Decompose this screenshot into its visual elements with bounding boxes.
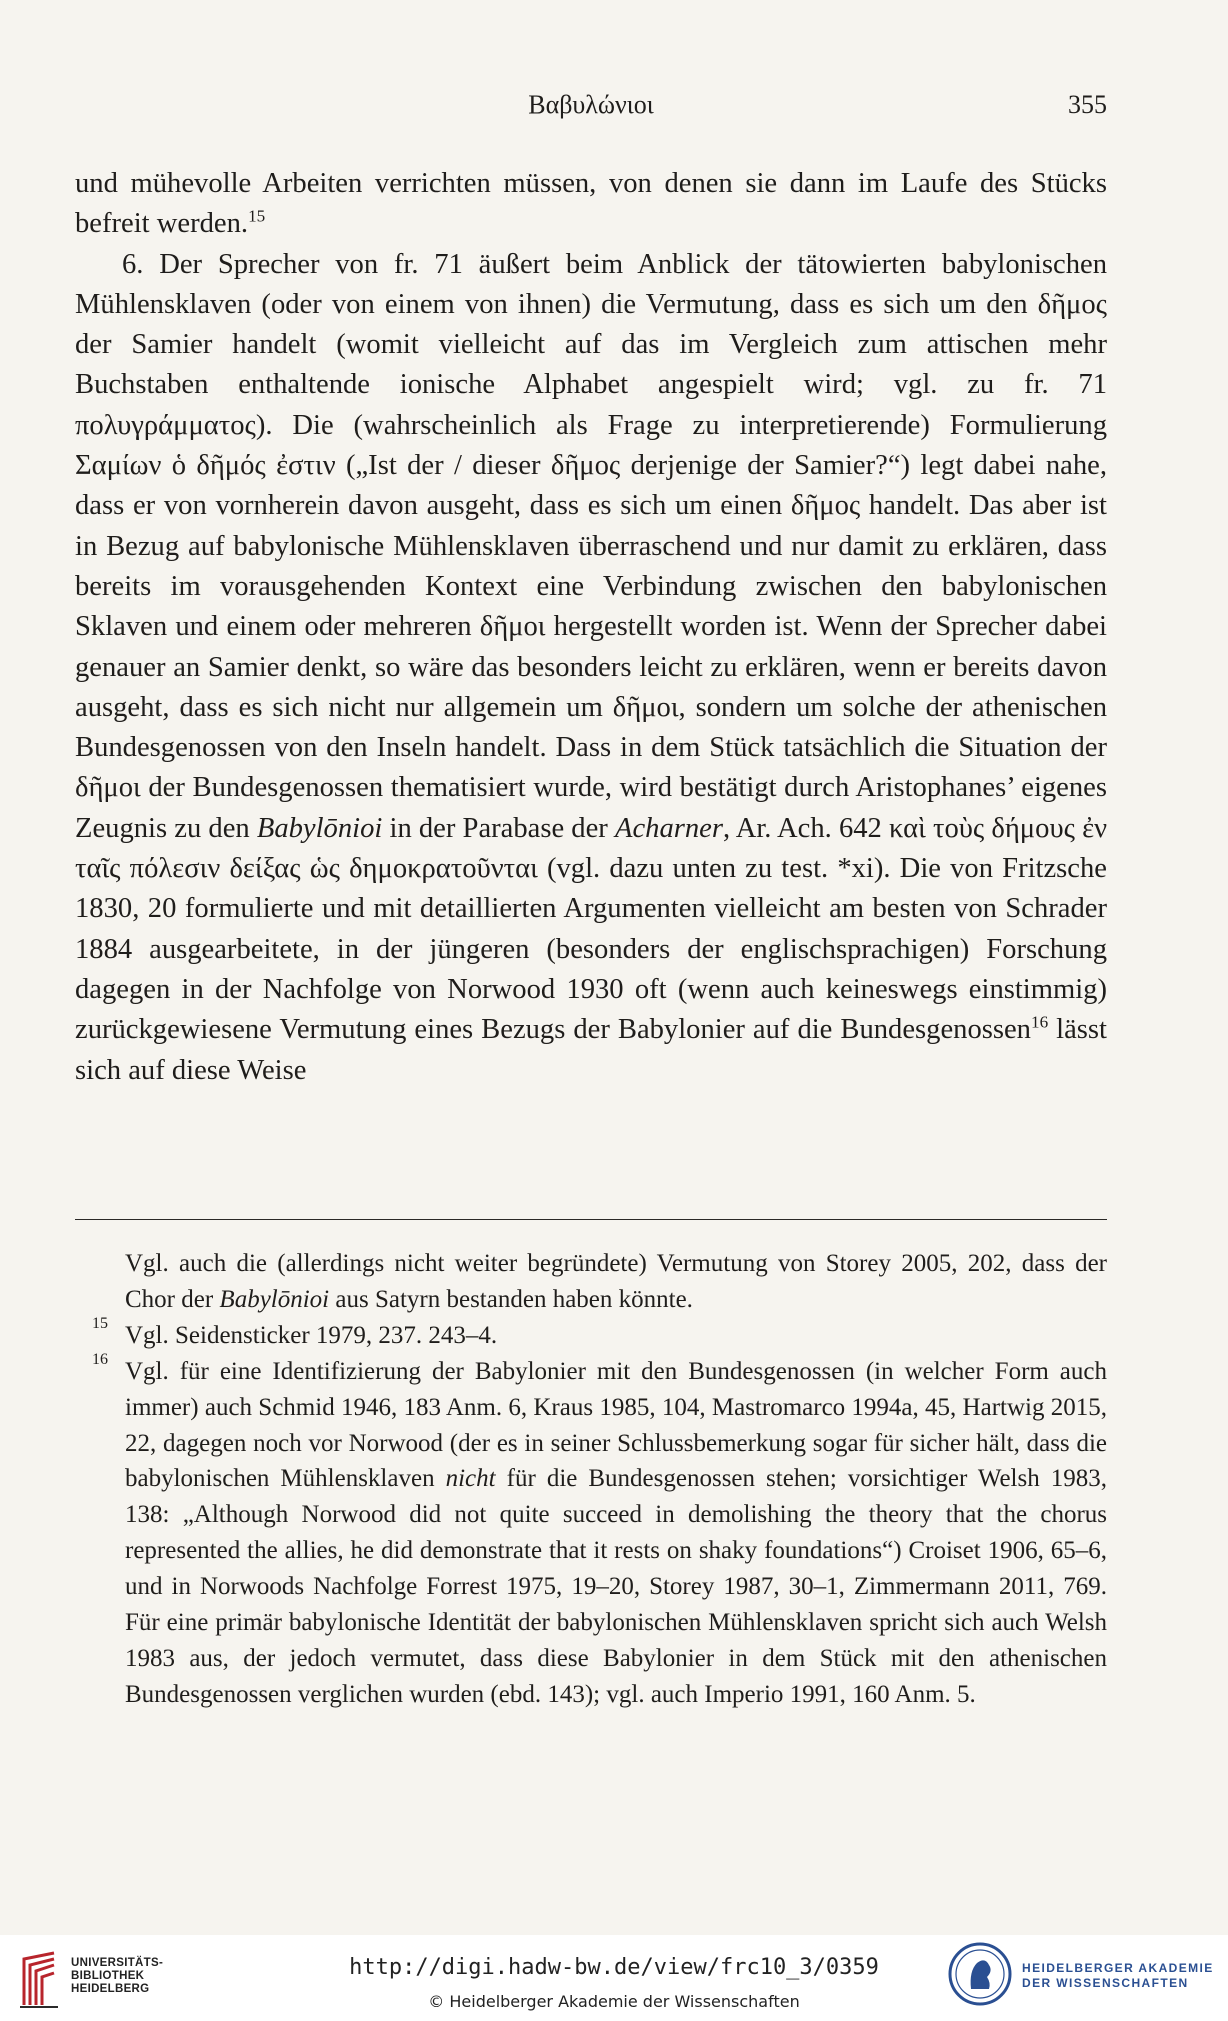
- footnote-16-text: Vgl. für eine Identifizierung der Babylonier mit den Bundesgenossen (in welcher Form auch immer) auch Schmid 1946, 183 Anm. 6, Kraus 1985, 104, Mastromarco 1994a, 45, Hartwig 2015, 22, dagegen noch vor Norwood (der es in seiner Schlussbemerkung sogar für sicher hält, dass die babylonischen Mühlensklaven: [125, 1357, 1107, 1493]
- page-number: 355: [1068, 90, 1107, 119]
- footnote-continued-text: Vgl. auch die (allerdings nicht weiter begründete) Vermutung von Storey 2005, 202, dass der Chor der: [125, 1250, 1107, 1313]
- footnote-16-italic: nicht: [445, 1465, 496, 1493]
- paragraph-2-mid2: , Ar. Ach. 642 καὶ τοὺς δήμους ἐν ταῖς πόλεσιν δείξας ὡς δημοκρατοῦνται (vgl. dazu unten zu test. *xi). Die von Fritzsche 1830, 20 formulierte und mit detaillierten Argumenten vielleicht am besten von Schrader 1884 ausgearbeitete, in der jüngeren (besonders der englischsprachigen) Forschung dagegen in der Nachfolge von Norwood 1930 oft (wenn auch keineswegs einstimmig) zurückgewiesene Vermutung eines Bezugs der Babylonier auf die Bundesgenossen: [75, 812, 1108, 1046]
- footnote-continued-after: aus Satyrn bestanden haben könnte.: [335, 1285, 693, 1313]
- footnote-16-after: für die Bundesgenossen stehen; vorsichtiger Welsh 1983, 138: „Although Norwood did not quite succeed in demolishing the theory that the chorus represented the allies, he did demonstrate that it rests on shaky foundations“) Croiset 1906, 65–6, und in Norwoods Nachfolge Forrest 1975, 19–20, Storey 1987, 30–1, Zimmermann 2011, 769. Für eine primär babylonische Identität der babylonischen Mühlensklaven spricht sich auch Welsh 1983 aus, der jedoch vermutet, dass diese Babylonier in dem Stück mit den athenischen Bundesgenossen verglichen wurden (ebd. 143); vgl. auch Imperio 1991, 160 Anm. 5.: [125, 1465, 1108, 1708]
- footnote-16: [75, 1350, 1108, 1713]
- paragraph-2-text: 6. Der Sprecher von fr. 71 äußert beim Anblick der tätowierten babylonischen Mühlensklaven (oder von einem von ihnen) die Vermutung, dass es sich um den δῆμος der Samier handelt (womit vielleicht auf das im Vergleich zum attischen mehr Buchstaben enthaltende ionische Alphabet angespielt wird; vgl. zu fr. 71 πολυγράμματος). Die (wahrscheinlich als Frage zu interpretierende) Formulierung Σαμίων ὁ δῆμός ἐστιν („Ist der / dieser δῆμος derjenige der Samier?“) legt dabei nahe, dass er von vornherein davon ausgeht, dass es sich um einen δῆμος handelt. Das aber ist in Bezug auf babylonische Mühlensklaven überraschend und nur damit zu erklären, dass bereits im vorausgehenden Kontext eine Verbindung zwischen den babylonischen Sklaven und einem oder mehreren δῆμοι hergestellt worden ist. Wenn der Sprecher dabei genauer an Samier denkt, so wäre das besonders leicht zu erklären, wenn er bereits davon ausgeht, dass es sich nicht nur allgemein um δῆμοι, sondern um solche der athenischen Bundesgenossen von den Inseln handelt. Dass in dem Stück tatsächlich die Situation der δῆμοι der Bundesgenossen thematisiert wurde, wird bestätigt durch Aristophanes’ eigenes Zeugnis zu den: [75, 248, 1107, 844]
- footnotes: [75, 1246, 1107, 1713]
- paragraph-2-mid1: in der Parabase der: [389, 812, 608, 844]
- footnote-continued: [75, 1246, 1107, 1318]
- footnote-15: [75, 1314, 1107, 1354]
- footnote-divider: [75, 1219, 1107, 1220]
- viewer-footer: [0, 1935, 1228, 2021]
- footnote-number: 16: [92, 1350, 108, 1368]
- title-acharner: Acharner: [614, 812, 723, 844]
- page-header: [75, 90, 1107, 124]
- paragraph-1: [75, 164, 1107, 245]
- library-name: UNIVERSITÄTS- BIBLIOTHEK HEIDELBERG: [71, 1957, 164, 1995]
- permalink-url[interactable]: http://digi.hadw-bw.de/view/frc10_3/0359: [349, 1955, 879, 1980]
- academy-name: HEIDELBERGER AKADEMIE DER WISSENSCHAFTEN: [1022, 1961, 1214, 1990]
- footnote-ref-15[interactable]: 15: [248, 206, 266, 226]
- running-title: Βαβυλώνιοι: [528, 90, 654, 119]
- main-text: [75, 164, 1107, 1091]
- footnote-continued-italic: Babylōnioi: [219, 1285, 330, 1313]
- academy-seal-icon: [947, 1941, 1013, 2007]
- footnote-ref-16[interactable]: 16: [1030, 1012, 1049, 1032]
- footnote-15-text: Vgl. Seidensticker 1979, 237. 243–4.: [125, 1321, 498, 1349]
- footnote-number: 15: [92, 1314, 108, 1332]
- paragraph-1-text: und mühevolle Arbeiten verrichten müssen, von denen sie dann im Laufe des Stücks befreit werden.: [75, 168, 1107, 240]
- copyright-notice: © Heidelberger Akademie der Wissenschaften: [428, 1992, 800, 2011]
- title-babylonioi: Babylōnioi: [256, 812, 383, 844]
- paragraph-2: [75, 245, 1107, 1091]
- paragraph-2-tail: lässt sich auf diese Weise: [75, 1014, 1107, 1086]
